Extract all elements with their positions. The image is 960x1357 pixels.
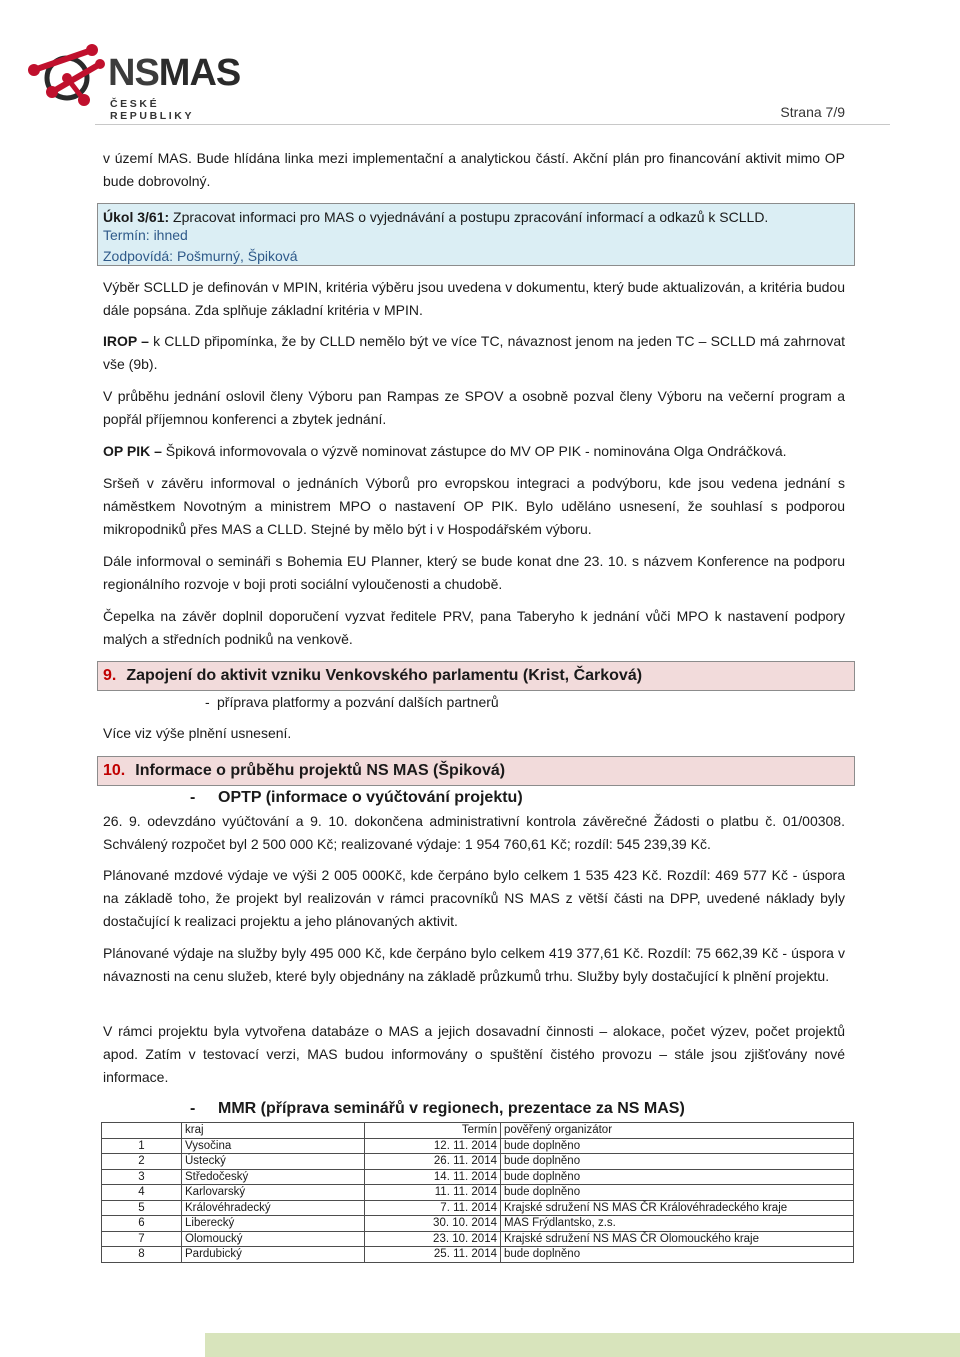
table-cell: 26. 11. 2014: [365, 1154, 501, 1170]
paragraph-cepelka: Čepelka na závěr doplnil doporučení vyzvat ředitele PRV, pana Taberyho k jednání vůči MPO k nastavení podpory malých a středních podniků na venkově.: [103, 608, 845, 647]
table-cell: 7. 11. 2014: [365, 1200, 501, 1216]
paragraph-seminar: Dále informoval o semináři s Bohemia EU Planner, který se bude konat dne 23. 10. s názvem Konference na podporu regionálního rozvoje v boji proti sociální vyloučenosti a chudobě.: [103, 553, 845, 592]
table-cell: pověřený organizátor: [501, 1123, 854, 1139]
section-10-heading: 10. Informace o průběhu projektů NS MAS (Špiková): [103, 762, 506, 779]
table-cell: bude doplněno: [501, 1138, 854, 1154]
table-cell: Krajské sdružení NS MAS ČR Olomouckého kraje: [501, 1231, 854, 1247]
table-cell: 5: [102, 1200, 182, 1216]
table-row: [102, 1138, 854, 1154]
table-cell: 3: [102, 1169, 182, 1185]
paragraph-sluzby: Plánované výdaje na služby byly 495 000 Kč, kde čerpáno bylo celkem 419 377,61 Kč. Rozdíl: 75 662,39 Kč - úspora v návaznosti na cenu služeb, které byly objednány na základě průzkumů trhu. Služby byly dostačující k plnění projektu.: [103, 945, 845, 984]
paragraph-irop: IROP – k CLLD připomínka, že by CLLD nemělo být ve více TC, návaznost jenom na jeden TC – SCLLD má zahrnovat vše (9b).: [103, 333, 845, 372]
table-cell: 7: [102, 1231, 182, 1247]
table-cell: 2: [102, 1154, 182, 1170]
table-cell: 30. 10. 2014: [365, 1216, 501, 1232]
table-cell: 12. 11. 2014: [365, 1138, 501, 1154]
table-cell: 23. 10. 2014: [365, 1231, 501, 1247]
table-header-row: [102, 1123, 854, 1139]
table-cell: 14. 11. 2014: [365, 1169, 501, 1185]
task-title: Úkol 3/61: Zpracovat informaci pro MAS o vyjednávání a postupu zpracování informací a odkazů k SCLLD.: [103, 209, 769, 225]
table-cell: 1: [102, 1138, 182, 1154]
logo-wordmark: NSMAS: [108, 52, 241, 94]
table-cell: Olomoucký: [182, 1231, 365, 1247]
table-cell: 4: [102, 1185, 182, 1201]
optp-dash: -: [190, 789, 196, 806]
table-cell: Krajské sdružení NS MAS ČR Královéhradeckého kraje: [501, 1200, 854, 1216]
section-9-bullet-dash: -: [205, 694, 210, 710]
table-cell: bude doplněno: [501, 1185, 854, 1201]
footer-band: [205, 1333, 960, 1357]
table-row: [102, 1231, 854, 1247]
table-cell: Karlovarský: [182, 1185, 365, 1201]
table-cell: Královéhradecký: [182, 1200, 365, 1216]
table-cell: Vysočina: [182, 1138, 365, 1154]
paragraph-optp-vyuctovani: 26. 9. odevzdáno vyúčtování a 9. 10. dokončena administrativní kontrola závěrečné Žádosti o platbu č. 01/00308. Schválený rozpočet byl 2 500 000 Kč; realizované výdaje: 1 954 760,61 Kč; rozdíl: 545 239,39 Kč.: [103, 813, 845, 852]
table-cell: Středočeský: [182, 1169, 365, 1185]
table-cell: [102, 1123, 182, 1139]
table-cell: bude doplněno: [501, 1247, 854, 1263]
table-row: [102, 1247, 854, 1263]
table-cell: MAS Frýdlantsko, z.s.: [501, 1216, 854, 1232]
section-9-heading: 9. Zapojení do aktivit vzniku Venkovského parlamentu (Krist, Čarková): [103, 667, 643, 684]
table-cell: Ústecký: [182, 1154, 365, 1170]
table-row: [102, 1169, 854, 1185]
paragraph-srsen: Sršeň v závěru informoval o jednáních Výborů pro evropskou integraci a podvýboru, kde jsou vedena jednání s náměstkem Novotným a ministrem MPO o nastavení OP PIK. Bylo uděláno usnesení, že souhlasí s podporou mikropodniků přes MAS a CLLD. Stejné by mělo být i v Hospodářském výboru.: [103, 475, 845, 537]
section-9-note: Více viz výše plnění usnesení.: [103, 725, 292, 741]
table-cell: bude doplněno: [501, 1169, 854, 1185]
intro-paragraph: v území MAS. Bude hlídána linka mezi implementační a analytickou částí. Akční plán pro financování aktivit mimo OP bude dobrovolný.: [103, 150, 845, 189]
table-cell: bude doplněno: [501, 1154, 854, 1170]
logo-subtitle: ČESKÉ REPUBLIKY: [110, 98, 195, 122]
table-cell: 25. 11. 2014: [365, 1247, 501, 1263]
paragraph-databaze: V rámci projektu byla vytvořena databáze o MAS a jejich dosavadní činnosti – alokace, počet výzev, počet projektů apod. Zatím v testovací verzi, MAS budou informovány o spuštění čistého provozu – stále jsou zjišťovány nové informace.: [103, 1023, 845, 1085]
paragraph-mpin: Výběr SCLLD je definován v MPIN, kritéria výběru jsou uvedena v dokumentu, který bude aktualizován, a kritéria budou dále popsána. Zda splňuje základní kritéria v MPIN.: [103, 279, 845, 318]
mmr-dash: -: [190, 1100, 196, 1117]
molecule-logo-icon: [22, 40, 112, 115]
table-cell: Pardubický: [182, 1247, 365, 1263]
paragraph-rampas: V průběhu jednání oslovil členy Výboru pan Rampas ze SPOV a osobně pozval členy Výboru na večerní program a popřál příjemnou konferenci a zbytek jednání.: [103, 388, 845, 427]
mmr-heading: MMR (příprava seminářů v regionech, prezentace za NS MAS): [218, 1100, 685, 1117]
table-cell: 6: [102, 1216, 182, 1232]
table-row: [102, 1154, 854, 1170]
task-responsible: Zodpovídá: Pošmurný, Špiková: [103, 248, 298, 264]
table-cell: Termín: [365, 1123, 501, 1139]
table-cell: 11. 11. 2014: [365, 1185, 501, 1201]
table-cell: kraj: [182, 1123, 365, 1139]
table-cell: Liberecký: [182, 1216, 365, 1232]
nsmas-logo: [22, 40, 241, 122]
paragraph-mzdove-vydaje: Plánované mzdové výdaje ve výši 2 005 000Kč, kde čerpáno bylo celkem 1 535 423 Kč. Rozdíl: 469 577 Kč - úspora na základě toho, že projekt byl realizován v rámci pracovníků NS MAS z větší části na DPP, uvedené náklady byly dostačující k realizaci projektu a jeho plánovaných aktivit.: [103, 867, 845, 929]
seminar-table: [101, 1122, 854, 1263]
paragraph-op-pik: OP PIK – Špiková informovovala o výzvě nominovat zástupce do MV OP PIK - nominována Olga Ondráčková.: [103, 443, 787, 459]
optp-heading: OPTP (informace o vyúčtování projektu): [218, 789, 523, 806]
table-row: [102, 1216, 854, 1232]
section-9-bullet: příprava platformy a pozvání dalších partnerů: [217, 694, 499, 710]
table-row: [102, 1200, 854, 1216]
task-deadline: Termín: ihned: [103, 227, 188, 243]
table-cell: 8: [102, 1247, 182, 1263]
header-divider: [95, 124, 890, 125]
page-number: Strana 7/9: [780, 104, 845, 120]
table-row: [102, 1185, 854, 1201]
